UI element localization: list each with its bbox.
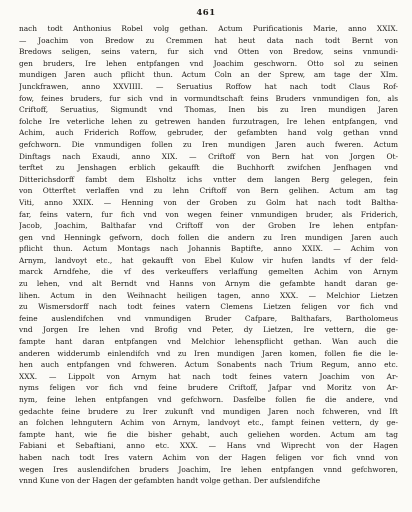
text-line: gen bruders, Ire lehen entpfangen vnd Joachim geschworn. Otto sol zu seinen <box>19 58 398 68</box>
text-line: zu lehen, vnd alt Berndt vnd Hanns von Arnym die gefambte handt daran ge- <box>19 279 398 289</box>
page-number: 461 <box>196 8 216 18</box>
text-line: gefchworn. Die vnmundigen follen zu Iren mundigen Jaren auch fweren. Actum <box>19 139 398 149</box>
text-line: nach todt Anthonius Robel volg gethan. Actum Purificationis Marie, anno XXIX. <box>19 24 398 33</box>
text-line: Criftoff, Seruatius, Sigmundt vnd Thomas, Inen bis zu Iren mundigen Jaren <box>19 105 398 115</box>
text-line: von Otterftet verlaffen vnd zu lehn Criftoff von Bern gelihen. Actum am tag <box>19 186 398 196</box>
body-text <box>19 23 398 487</box>
text-line: marck Arndfehe, die vf des verkeuffers verlaffung gemelten Achim von Arnym <box>19 267 398 277</box>
text-line: lihen. Actum in den Weihnacht heiligen tagen, anno XXX. — Melchior Lietzen <box>19 290 398 300</box>
text-line: nym, feine lehen entpfangen vnd gefchworn. Dasfelbe follen fie die andere, vnd <box>19 395 398 404</box>
text-line: zu Wismersdorff nach todt feines vatern Clemens Lietzen feligen vor fich vnd <box>19 302 398 312</box>
text-line: vnd Jorgen Ire lehen vnd Brofig vnd Peter, dy Lietzen, Ire vettern, die ge- <box>19 325 398 335</box>
text-line: Dinftags nach Exaudi, anno XIX. — Criftoff von Bern hat von Jorgen Ot- <box>19 151 398 161</box>
text-line: Ditterichsdorff fambt dem Elsholtz ichs vntter dem langen Berg gelegen, fein <box>19 174 398 184</box>
text-line: folche Ire veterliche lehen zu getrewen handen furzutragen, Ire lehen entpfangen, vnd <box>19 116 398 126</box>
text-line: wegen Ires auslendifchen bruders Joachim, Ire lehen entpfangen vnnd gefchworen, <box>19 464 398 474</box>
text-line: an folchen lehngutern Achim von Arnym, landvoyt etc., fampt feinen vettern, dy ge- <box>19 418 398 428</box>
text-line: fampte hant, wie fie die bisher gehabt, auch geliehen worden. Actum am tag <box>19 429 398 439</box>
text-line: mundigen Jaren auch pflicht thun. Actum Coln an der Sprew, am tage der XIm. <box>19 70 398 80</box>
text-line: haben nach todt Ires vatern Achim von der Hagen feligen vor fich vnnd von <box>19 452 398 462</box>
text-line: Jacob, Joachim, Balthafar vnd Criftoff von der Groben Ire lehen entpfan- <box>19 221 398 231</box>
text-line: pflicht thun. Actum Montags nach Johannis Baptifte, anno XXIX. — Achim von <box>19 244 398 254</box>
text-line: Achim, auch Friderich Roffow, gebruder, der gefambten hand volg gethan vnnd <box>19 128 398 138</box>
text-line: vnnd Kune von der Hagen der gefambten handt volge gethan. Der aufslendifche <box>19 476 321 486</box>
text-line: anderen widderumb einlendifch vnd zu Iren mundigen Jaren komen, follen fie die le- <box>19 348 398 358</box>
text-line: gedachte feine brudere zu Irer zukunft vnd mundigen Jaren noch fchweren, vnd Ift <box>19 406 398 416</box>
text-line: nyms feligen vor fich vnd feine brudere Criftoff, Jafpar vnd Moritz von Ar- <box>19 383 398 393</box>
text-line: gen vnd Henningk gefworn, doch follen die andern zu Iren mundigen Jaren auch <box>19 232 398 242</box>
text-line: far, feins vatern, fur fich vnd von wegen feiner vnmundigen bruder, als Friderich, <box>19 209 398 219</box>
text-line: terftet zu Jenshagen erblich gekaufft die Buchhorft zwifchen Jenfhagen vnd <box>19 163 398 173</box>
text-line: Fabiani et Sebaftiani, anno etc. XXX. — Hans vnd Wiprecht von der Hagen <box>19 441 398 451</box>
text-line: fampte hant daran entpfangen vnd Melchior lehenspflicht gethan. Wan auch die <box>19 337 398 347</box>
text-line: Viti, anno XXIX. — Henning von der Groben zu Golm hat nach todt Baltha- <box>19 197 398 207</box>
text-line: Arnym, landvoyt etc., hat gekaufft von Ebel Kulow vir hufen landts vf der feld- <box>19 255 398 265</box>
text-line: hen auch entpfangen vnd fchweren. Actum Sonabents nach Trium Regum, anno etc. <box>19 360 398 370</box>
text-line: — Joachim von Bredow zu Cremmen hat heut data nach todt Bernt von <box>19 35 398 45</box>
text-line: feine auslendifchen vnd vnmundigen Bruder Cafpare, Balthafars, Bartholomeus <box>19 313 398 323</box>
text-line: fow, feines bruders, fur sich vnd in vormundtschaft feins Bruders vnmundigen fon, als <box>19 93 398 103</box>
text-line: Bredows seligen, seins vatern, fur sich vnd Otten von Bredow, seins vnmundi- <box>19 47 398 57</box>
text-line: XXX. — Lippolt von Arnym hat nach todt feines vatern Joachim von Ar- <box>19 371 398 381</box>
text-line: Junckfrawen, anno XXVIIII. — Seruatius Roffow hat nach todt Claus Rof- <box>19 81 398 91</box>
